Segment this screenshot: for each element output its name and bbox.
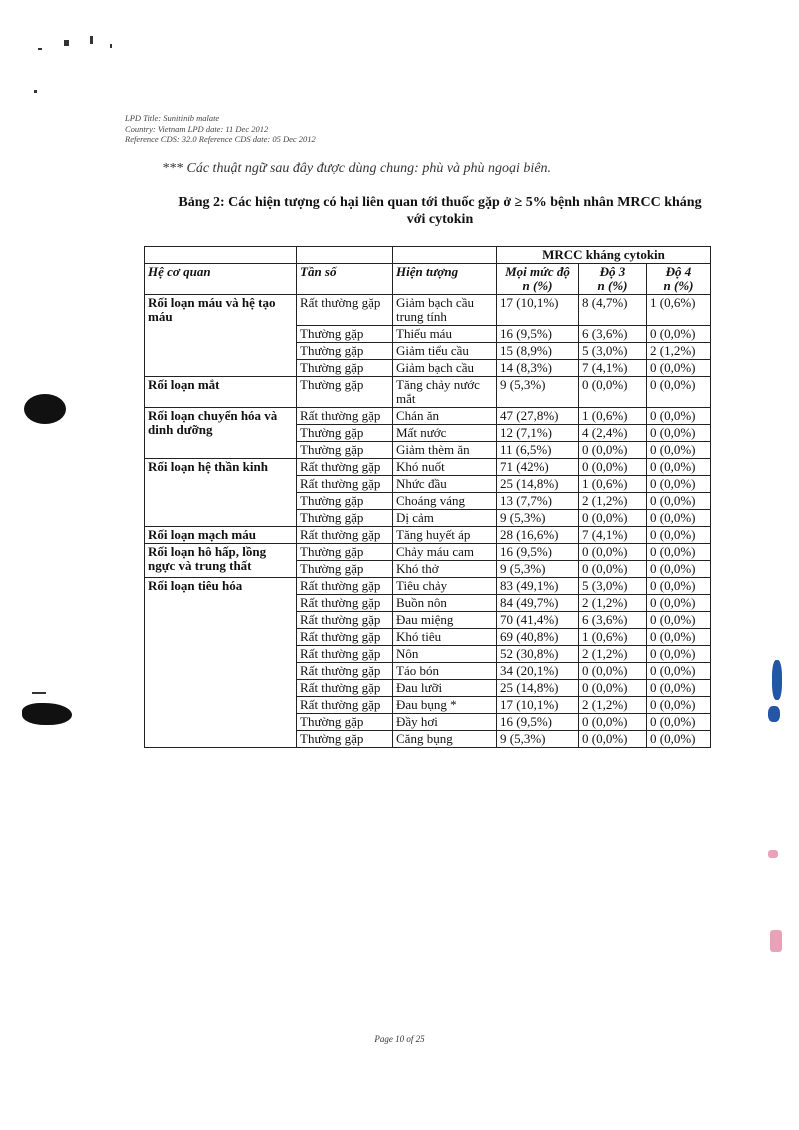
cell-frequency: Thường gặp [297,731,393,748]
cell-grade-3: 5 (3,0%) [579,578,647,595]
cell-grade-4: 0 (0,0%) [647,544,711,561]
document-header [125,113,316,145]
table-title-line: Bảng 2: Các hiện tượng có hại liên quan tới thuốc gặp ở ≥ 5% bệnh nhân MRCC kháng [178,195,702,210]
cell-frequency: Rất thường gặp [297,663,393,680]
scan-speck [64,40,69,46]
cell-frequency: Thường gặp [297,343,393,360]
cell-event: Căng bụng [393,731,497,748]
cell-grade-3: 0 (0,0%) [579,561,647,578]
cell-system: Rối loạn chuyển hóa và dinh dưỡng [145,408,297,459]
cell-grade-4: 1 (0,6%) [647,295,711,326]
header-text: n (%) [597,278,628,293]
cell-system: Rối loạn mạch máu [145,527,297,544]
table-row [145,459,711,476]
header-grade-3 [579,264,647,295]
cell-all-grades: 15 (8,9%) [497,343,579,360]
cell-grade-4: 0 (0,0%) [647,629,711,646]
cell-grade-3: 2 (1,2%) [579,595,647,612]
cell-event: Giảm tiểu cầu [393,343,497,360]
cell-all-grades: 52 (30,8%) [497,646,579,663]
cell-all-grades: 25 (14,8%) [497,680,579,697]
cell-grade-3: 2 (1,2%) [579,646,647,663]
stamp-fragment [770,930,782,952]
cell-grade-4: 0 (0,0%) [647,476,711,493]
cell-grade-4: 0 (0,0%) [647,714,711,731]
cell-event: Thiếu máu [393,326,497,343]
table-row [145,295,711,326]
cell-grade-3: 0 (0,0%) [579,459,647,476]
cell-grade-4: 0 (0,0%) [647,425,711,442]
cell-frequency: Thường gặp [297,544,393,561]
cell-grade-3: 2 (1,2%) [579,493,647,510]
adverse-events-table [144,246,711,748]
hole-punch-mark [24,394,66,424]
cell-event: Chán ăn [393,408,497,425]
header-all-grades [497,264,579,295]
cell-event: Tăng huyết áp [393,527,497,544]
table-row [145,408,711,425]
cell-grade-3: 0 (0,0%) [579,544,647,561]
cell-frequency: Rất thường gặp [297,629,393,646]
cell-grade-3: 4 (2,4%) [579,425,647,442]
header-grade-4 [647,264,711,295]
cell-event: Nhức đầu [393,476,497,493]
cell-grade-3: 7 (4,1%) [579,360,647,377]
cell-grade-4: 0 (0,0%) [647,612,711,629]
cell-frequency: Rất thường gặp [297,612,393,629]
page-number: Page 10 of 25 [374,1034,425,1044]
cell-system: Rối loạn mắt [145,377,297,408]
terminology-note: *** Các thuật ngữ sau đây được dùng chung: phù và phù ngoại biên. [162,161,552,176]
cell-frequency: Rất thường gặp [297,646,393,663]
cell-grade-3: 1 (0,6%) [579,476,647,493]
cell-system: Rối loạn tiêu hóa [145,578,297,748]
header-line: Reference CDS: 32.0 Reference CDS date: 05 Dec 2012 [125,134,316,144]
cell-grade-4: 0 (0,0%) [647,360,711,377]
cell-all-grades: 9 (5,3%) [497,561,579,578]
scan-speck [38,48,42,50]
scan-speck [90,36,93,44]
cell-event: Táo bón [393,663,497,680]
cell-frequency: Rất thường gặp [297,476,393,493]
header-text: n (%) [663,278,694,293]
cell-system: Rối loạn máu và hệ tạo máu [145,295,297,377]
header-blank [393,247,497,264]
cell-grade-4: 0 (0,0%) [647,326,711,343]
cell-grade-3: 7 (4,1%) [579,527,647,544]
cell-grade-3: 0 (0,0%) [579,663,647,680]
cell-grade-4: 2 (1,2%) [647,343,711,360]
hole-punch-mark [22,703,72,725]
cell-event: Dị cảm [393,510,497,527]
cell-frequency: Rất thường gặp [297,697,393,714]
cell-frequency: Rất thường gặp [297,527,393,544]
cell-event: Chảy máu cam [393,544,497,561]
cell-grade-3: 0 (0,0%) [579,714,647,731]
cell-grade-4: 0 (0,0%) [647,527,711,544]
cell-frequency: Thường gặp [297,561,393,578]
cell-grade-4: 0 (0,0%) [647,561,711,578]
cell-all-grades: 17 (10,1%) [497,295,579,326]
cell-event: Mất nước [393,425,497,442]
cell-all-grades: 69 (40,8%) [497,629,579,646]
cell-all-grades: 12 (7,1%) [497,425,579,442]
cell-all-grades: 34 (20,1%) [497,663,579,680]
cell-all-grades: 13 (7,7%) [497,493,579,510]
cell-event: Nôn [393,646,497,663]
cell-all-grades: 9 (5,3%) [497,377,579,408]
cell-all-grades: 25 (14,8%) [497,476,579,493]
table-row [145,544,711,561]
header-text: Mọi mức độ [505,264,570,279]
cell-event: Khó nuốt [393,459,497,476]
cell-system: Rối loạn hô hấp, lồng ngực và trung thất [145,544,297,578]
cell-grade-3: 1 (0,6%) [579,408,647,425]
cell-event: Tăng chảy nước mắt [393,377,497,408]
cell-all-grades: 9 (5,3%) [497,510,579,527]
cell-frequency: Rất thường gặp [297,595,393,612]
cell-all-grades: 11 (6,5%) [497,442,579,459]
cell-all-grades: 84 (49,7%) [497,595,579,612]
cell-frequency: Rất thường gặp [297,578,393,595]
cell-frequency: Thường gặp [297,442,393,459]
cell-grade-4: 0 (0,0%) [647,680,711,697]
cell-grade-3: 8 (4,7%) [579,295,647,326]
cell-all-grades: 14 (8,3%) [497,360,579,377]
stamp-fragment [768,850,778,858]
header-text: Độ 4 [665,264,692,279]
cell-frequency: Thường gặp [297,326,393,343]
cell-frequency: Rất thường gặp [297,295,393,326]
header-blank [145,247,297,264]
header-system: Hệ cơ quan [145,264,297,295]
cell-all-grades: 71 (42%) [497,459,579,476]
cell-grade-4: 0 (0,0%) [647,493,711,510]
cell-grade-3: 0 (0,0%) [579,377,647,408]
scan-speck [34,90,37,93]
cell-all-grades: 83 (49,1%) [497,578,579,595]
cell-grade-3: 6 (3,6%) [579,326,647,343]
cell-grade-4: 0 (0,0%) [647,510,711,527]
cell-grade-3: 2 (1,2%) [579,697,647,714]
cell-system: Rối loạn hệ thần kinh [145,459,297,527]
cell-event: Buồn nôn [393,595,497,612]
cell-event: Choáng váng [393,493,497,510]
table-row [145,578,711,595]
cell-event: Đau lưỡi [393,680,497,697]
cell-all-grades: 28 (16,6%) [497,527,579,544]
cell-grade-4: 0 (0,0%) [647,578,711,595]
cell-all-grades: 70 (41,4%) [497,612,579,629]
scan-speck [32,692,46,694]
cell-grade-3: 6 (3,6%) [579,612,647,629]
cell-grade-4: 0 (0,0%) [647,459,711,476]
table-title [150,194,730,228]
cell-grade-4: 0 (0,0%) [647,663,711,680]
header-text: n (%) [522,278,553,293]
group-header: MRCC kháng cytokin [497,247,711,264]
cell-event: Đau miệng [393,612,497,629]
scan-speck [110,44,112,48]
cell-all-grades: 47 (27,8%) [497,408,579,425]
table-body [145,295,711,748]
cell-grade-3: 0 (0,0%) [579,731,647,748]
cell-frequency: Thường gặp [297,493,393,510]
cell-all-grades: 17 (10,1%) [497,697,579,714]
cell-grade-4: 0 (0,0%) [647,408,711,425]
cell-event: Khó tiêu [393,629,497,646]
cell-frequency: Thường gặp [297,510,393,527]
table-row [145,527,711,544]
cell-frequency: Thường gặp [297,377,393,408]
table-row [145,377,711,408]
cell-grade-4: 0 (0,0%) [647,442,711,459]
cell-grade-3: 5 (3,0%) [579,343,647,360]
cell-grade-4: 0 (0,0%) [647,646,711,663]
cell-grade-3: 0 (0,0%) [579,510,647,527]
cell-grade-4: 0 (0,0%) [647,697,711,714]
cell-frequency: Thường gặp [297,425,393,442]
cell-grade-3: 0 (0,0%) [579,680,647,697]
table-title-line: với cytokin [406,212,474,227]
cell-grade-4: 0 (0,0%) [647,731,711,748]
cell-frequency: Rất thường gặp [297,459,393,476]
header-frequency: Tần số [297,264,393,295]
header-line: LPD Title: Sunitinib malate [125,113,220,123]
cell-all-grades: 16 (9,5%) [497,714,579,731]
header-line: Country: Vietnam LPD date: 11 Dec 2012 [125,123,269,134]
cell-all-grades: 9 (5,3%) [497,731,579,748]
header-text: Độ 3 [599,264,626,279]
header-blank [297,247,393,264]
cell-grade-3: 1 (0,6%) [579,629,647,646]
cell-frequency: Rất thường gặp [297,680,393,697]
cell-frequency: Rất thường gặp [297,408,393,425]
stamp-fragment [768,706,780,722]
header-event: Hiện tượng [393,264,497,295]
cell-grade-4: 0 (0,0%) [647,377,711,408]
cell-all-grades: 16 (9,5%) [497,544,579,561]
cell-event: Đau bụng * [393,697,497,714]
cell-grade-4: 0 (0,0%) [647,595,711,612]
cell-event: Đầy hơi [393,714,497,731]
cell-frequency: Thường gặp [297,714,393,731]
cell-grade-3: 0 (0,0%) [579,442,647,459]
stamp-fragment [772,660,782,700]
cell-event: Tiêu chảy [393,578,497,595]
cell-event: Giảm thèm ăn [393,442,497,459]
cell-event: Giảm bạch cầu trung tính [393,295,497,326]
cell-frequency: Thường gặp [297,360,393,377]
cell-all-grades: 16 (9,5%) [497,326,579,343]
cell-event: Khó thở [393,561,497,578]
cell-event: Giảm bạch cầu [393,360,497,377]
